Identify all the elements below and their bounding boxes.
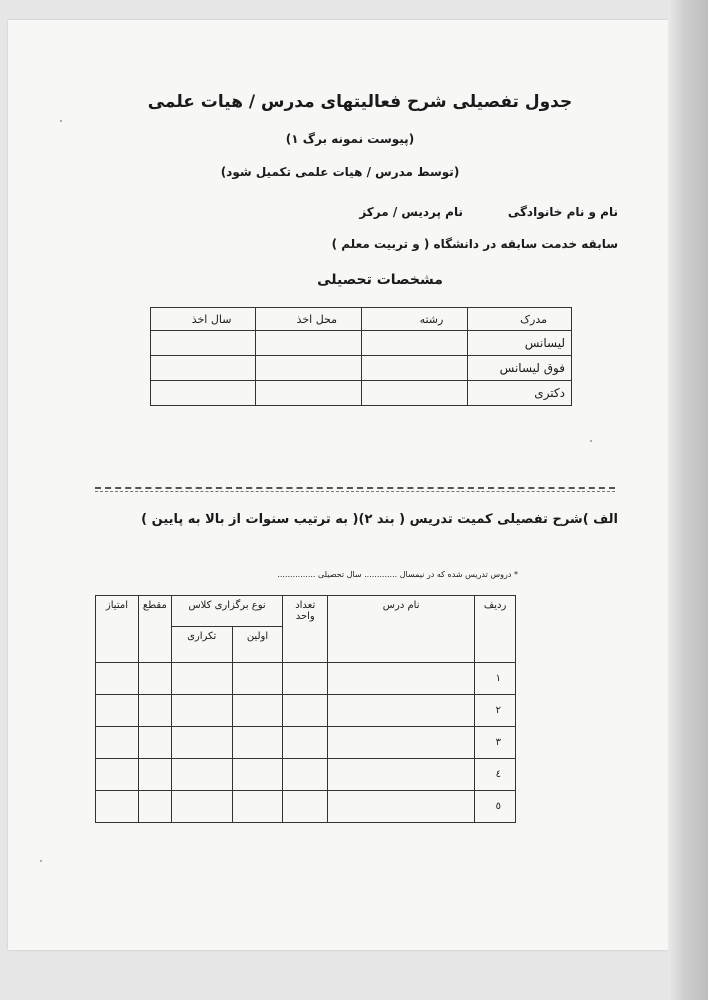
place-column-header: محل اخذ	[256, 308, 362, 331]
empty-cell[interactable]	[232, 759, 283, 791]
empty-cell[interactable]	[328, 727, 475, 759]
empty-cell[interactable]	[138, 663, 171, 695]
empty-cell[interactable]	[362, 381, 468, 406]
empty-cell[interactable]	[362, 356, 468, 381]
degree-cell: دکتری	[468, 381, 572, 406]
first-time-column-header: اولین	[232, 626, 283, 662]
table-row	[151, 331, 572, 356]
empty-cell[interactable]	[151, 331, 256, 356]
document-title: جدول تفصیلی شرح فعالیتهای مدرس / هیات علمی	[147, 92, 573, 112]
empty-cell[interactable]	[171, 727, 232, 759]
empty-cell[interactable]	[232, 791, 283, 823]
empty-cell[interactable]	[151, 356, 256, 381]
service-field-label: سابقه خدمت سابقه در دانشگاه ( و تربیت معلم )	[331, 237, 618, 251]
course-header-row	[96, 596, 516, 627]
table-row	[96, 663, 516, 695]
education-table	[150, 307, 572, 406]
course-table	[95, 595, 516, 823]
teaching-note: * دروس تدریس شده که در نیمسال ............. سال تحصیلی ...............	[277, 570, 518, 579]
table-row	[151, 381, 572, 406]
table-row	[96, 759, 516, 791]
empty-cell[interactable]	[283, 791, 328, 823]
fill-instruction: (توسط مدرس / هیات علمی تکمیل شود)	[220, 165, 460, 179]
degree-cell: لیسانس	[468, 331, 572, 356]
empty-cell[interactable]	[138, 759, 171, 791]
empty-cell[interactable]	[171, 695, 232, 727]
units-column-header	[283, 596, 328, 663]
level-column-header: مقطع	[138, 596, 171, 663]
table-row	[96, 791, 516, 823]
table-row	[151, 356, 572, 381]
class-type-column-header: نوع برگزاری کلاس	[171, 596, 283, 627]
empty-cell[interactable]	[232, 695, 283, 727]
empty-cell[interactable]	[151, 381, 256, 406]
document-subtitle: (پیوست نمونه برگ ۱)	[285, 132, 415, 146]
row-number-cell: ۳	[475, 727, 516, 759]
empty-cell[interactable]	[171, 663, 232, 695]
row-number-cell: ۲	[475, 695, 516, 727]
field-column-header: رشته	[362, 308, 468, 331]
section-divider	[95, 491, 615, 492]
campus-field-label: نام پردیس / مرکز	[359, 205, 463, 219]
year-column-header: سال اخذ	[151, 308, 256, 331]
row-column-header: ردیف	[475, 596, 516, 663]
empty-cell[interactable]	[283, 695, 328, 727]
empty-cell[interactable]	[96, 727, 139, 759]
empty-cell[interactable]	[171, 791, 232, 823]
empty-cell[interactable]	[256, 381, 362, 406]
empty-cell[interactable]	[328, 759, 475, 791]
scan-speck	[40, 860, 42, 862]
degree-column-header: مدرک	[468, 308, 572, 331]
score-column-header: امتیاز	[96, 596, 139, 663]
empty-cell[interactable]	[138, 727, 171, 759]
row-number-cell: ۱	[475, 663, 516, 695]
table-row	[96, 695, 516, 727]
empty-cell[interactable]	[283, 663, 328, 695]
scan-edge-shadow	[668, 0, 708, 1000]
section-divider	[95, 487, 615, 489]
empty-cell[interactable]	[328, 695, 475, 727]
empty-cell[interactable]	[138, 695, 171, 727]
table-row	[96, 727, 516, 759]
education-header-row	[151, 308, 572, 331]
units-label-line2: واحد	[295, 611, 315, 622]
empty-cell[interactable]	[283, 759, 328, 791]
empty-cell[interactable]	[256, 356, 362, 381]
scan-speck	[60, 120, 62, 122]
empty-cell[interactable]	[256, 331, 362, 356]
empty-cell[interactable]	[96, 695, 139, 727]
repeat-column-header: تکراری	[171, 626, 232, 662]
empty-cell[interactable]	[96, 791, 139, 823]
units-label-line1: تعداد	[295, 600, 316, 611]
name-field-label: نام و نام خانوادگی	[507, 205, 618, 219]
empty-cell[interactable]	[283, 727, 328, 759]
teaching-heading: الف )شرح تفصیلی کمیت تدریس ( بند ۲)( به ترتیب سنوات از بالا به پایین )	[141, 512, 618, 527]
empty-cell[interactable]	[362, 331, 468, 356]
empty-cell[interactable]	[232, 727, 283, 759]
scan-speck	[590, 440, 592, 442]
empty-cell[interactable]	[232, 663, 283, 695]
row-number-cell: ٤	[475, 759, 516, 791]
row-number-cell: ٥	[475, 791, 516, 823]
empty-cell[interactable]	[171, 759, 232, 791]
empty-cell[interactable]	[328, 791, 475, 823]
empty-cell[interactable]	[138, 791, 171, 823]
empty-cell[interactable]	[96, 759, 139, 791]
empty-cell[interactable]	[328, 663, 475, 695]
empty-cell[interactable]	[96, 663, 139, 695]
degree-cell: فوق لیسانس	[468, 356, 572, 381]
course-name-column-header: نام درس	[328, 596, 475, 663]
education-heading: مشخصات تحصیلی	[317, 272, 443, 288]
